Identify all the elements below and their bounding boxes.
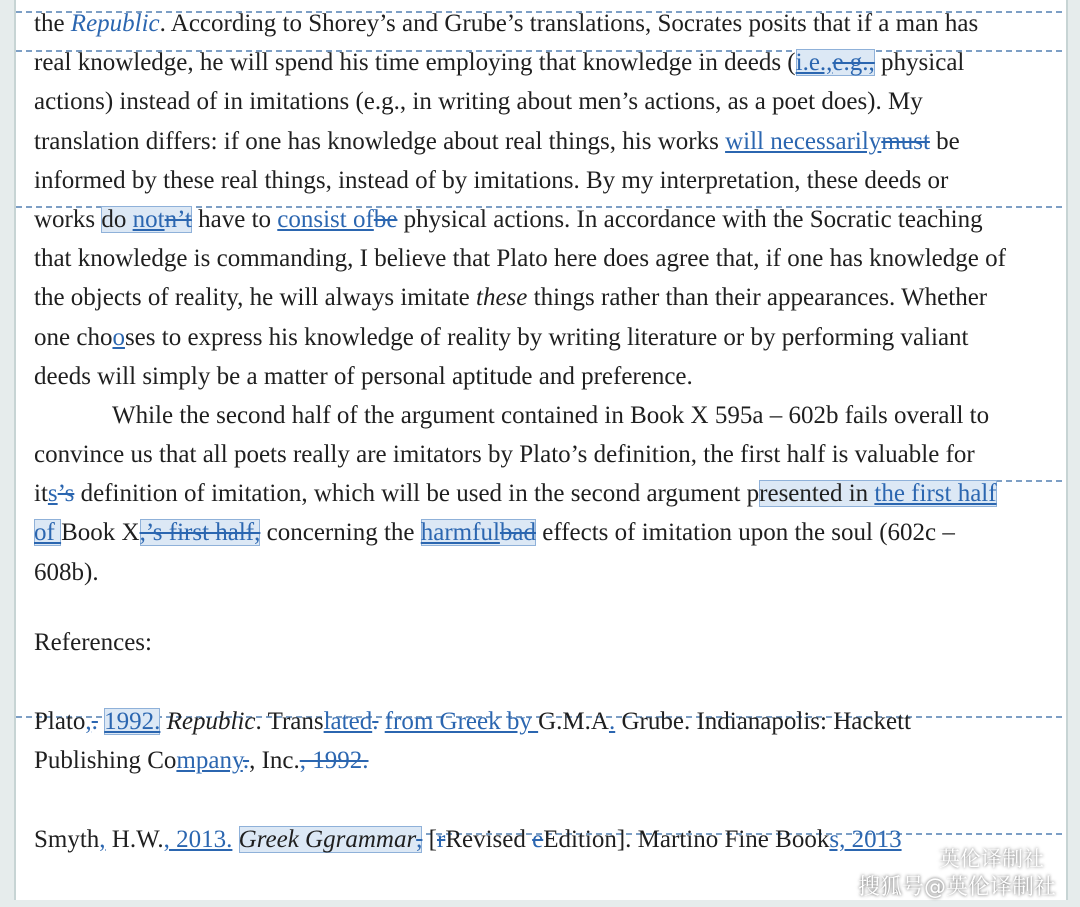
inserted-text[interactable]: consist of bbox=[277, 205, 374, 233]
book-title: Republic bbox=[70, 10, 160, 37]
deleted-text[interactable]: bad bbox=[499, 519, 536, 547]
text-run: it bbox=[34, 480, 48, 508]
inserted-text[interactable]: the first half bbox=[874, 480, 997, 508]
inserted-text[interactable]: of bbox=[34, 519, 62, 547]
reference-entry bbox=[34, 702, 1059, 741]
inserted-text[interactable]: 1992. bbox=[104, 708, 161, 735]
inserted-text[interactable]: i.e., bbox=[795, 49, 833, 77]
paragraph-line bbox=[34, 474, 1059, 513]
text-run: Edition]. Martino Fine Book bbox=[543, 826, 830, 854]
references-heading: References: bbox=[34, 628, 152, 656]
text-run: definition of imitation, which will be used in the second argument p bbox=[74, 480, 760, 508]
text-run: the objects of reality, he will always imitate bbox=[34, 284, 476, 312]
watermark-caption: 搜狐号@英伦译制社 bbox=[857, 875, 1056, 900]
deleted-text[interactable]: . bbox=[242, 747, 250, 775]
paragraph-line: that knowledge is commanding, I believe that Plato here does agree that, if one has knowledge of bbox=[34, 245, 1006, 273]
text-run: effects of imitation upon the soul (602c – bbox=[536, 519, 955, 547]
paragraph-line bbox=[34, 43, 1059, 82]
text-run: things rather than their appearances. Whether bbox=[527, 284, 988, 312]
inserted-text[interactable]: , bbox=[99, 826, 106, 854]
text-run: Smyth bbox=[34, 826, 100, 854]
text-run: have to bbox=[191, 205, 278, 233]
paragraph-line bbox=[34, 318, 1059, 357]
paragraph-line bbox=[34, 278, 1059, 317]
text-run: do bbox=[101, 205, 133, 233]
paragraph-line: convince us that all poets really are imitators by Plato’s definition, the first half is valuable for bbox=[34, 441, 975, 469]
deleted-text[interactable]: , 1992. bbox=[299, 747, 369, 775]
deleted-text[interactable]: . bbox=[372, 708, 379, 735]
text-run: be bbox=[929, 127, 960, 155]
deleted-text[interactable]: r bbox=[437, 826, 446, 854]
deleted-text[interactable]: ’s bbox=[57, 480, 75, 508]
book-title: Republic bbox=[166, 708, 256, 735]
paragraph-line: deeds will simply be a matter of personal aptitude and preference. bbox=[34, 362, 693, 390]
text-run: Grube. Indianapolis: Hackett bbox=[615, 708, 911, 735]
inserted-text[interactable]: mpany bbox=[176, 747, 243, 775]
text-run: concerning the bbox=[260, 519, 421, 547]
inserted-text[interactable]: s bbox=[47, 480, 58, 508]
text-run: Revised bbox=[445, 826, 533, 854]
deleted-text[interactable]: be bbox=[373, 205, 398, 233]
deleted-text[interactable]: n’t bbox=[164, 205, 192, 233]
deleted-text[interactable]: e.g., bbox=[832, 49, 875, 77]
inserted-text[interactable]: , 2013. bbox=[163, 826, 233, 854]
deleted-text[interactable]: ,’s first half, bbox=[139, 519, 261, 547]
text-run: H.W. bbox=[105, 826, 164, 854]
text-run: translation differs: if one has knowledge about real things, his works bbox=[34, 127, 726, 155]
document-body bbox=[34, 4, 1059, 860]
inserted-text[interactable]: , bbox=[85, 708, 92, 735]
text-run: one cho bbox=[34, 323, 113, 351]
paragraph-line bbox=[34, 200, 1059, 239]
paragraph-line bbox=[34, 122, 1059, 161]
deleted-text[interactable]: . bbox=[91, 708, 98, 735]
book-title: Greek Ggrammar bbox=[238, 826, 417, 854]
text-run: real knowledge, he will spend his time employing that knowledge in deeds ( bbox=[34, 49, 796, 77]
text-run: physical bbox=[874, 49, 965, 77]
text-run: , Inc. bbox=[249, 747, 300, 775]
reference-entry bbox=[34, 820, 1059, 859]
deleted-text[interactable]: e bbox=[532, 826, 544, 854]
deleted-text[interactable]: , bbox=[416, 826, 423, 854]
reference-entry-continued bbox=[34, 741, 1059, 780]
inserted-text[interactable]: o bbox=[112, 323, 125, 351]
inserted-text[interactable]: harmful bbox=[420, 519, 500, 547]
inserted-text[interactable]: from Greek by bbox=[384, 708, 539, 735]
text-run: physical actions. In accordance with the Socratic teaching bbox=[397, 205, 983, 233]
text-run: works bbox=[34, 205, 102, 233]
deleted-text[interactable]: must bbox=[881, 127, 930, 155]
paragraph-line: 608b). bbox=[34, 558, 99, 586]
text-run: Plato bbox=[34, 708, 86, 735]
emphasis-text: these bbox=[476, 284, 528, 312]
inserted-text[interactable]: not bbox=[132, 205, 165, 233]
paragraph-line bbox=[34, 513, 1059, 552]
paragraph-line: While the second half of the argument contained in Book X 595a – 602b fails overall to bbox=[112, 401, 990, 429]
inserted-text[interactable]: lated bbox=[323, 708, 373, 735]
paragraph-line: actions) instead of in imitations (e.g., in writing about men’s actions, as a poet does). My bbox=[34, 88, 923, 116]
text-run: . According to Shorey’s and Grube’s translations, Socrates posits that if a man has bbox=[159, 10, 979, 37]
text-run: resented in bbox=[759, 480, 875, 508]
text-run: Publishing Co bbox=[34, 747, 177, 775]
inserted-text[interactable]: s, 2013 bbox=[829, 826, 902, 854]
text-run: G.M.A bbox=[538, 708, 609, 735]
document-page bbox=[14, 0, 1068, 900]
text-run: [ bbox=[422, 826, 437, 854]
inserted-text[interactable]: will necessarily bbox=[725, 127, 882, 155]
paragraph-line bbox=[34, 4, 1059, 43]
text-run: Book X bbox=[61, 519, 140, 547]
inserted-text[interactable]: . bbox=[608, 708, 616, 735]
text-run: the bbox=[34, 10, 71, 37]
watermark-logo-text: 英伦译制社 bbox=[939, 847, 1044, 871]
paragraph-line: informed by these real things, instead of by imitations. By my interpretation, these deeds or bbox=[34, 166, 949, 194]
text-run: ses to express his knowledge of reality by writing literature or by performing valiant bbox=[124, 323, 969, 351]
text-run: . Trans bbox=[255, 708, 324, 735]
